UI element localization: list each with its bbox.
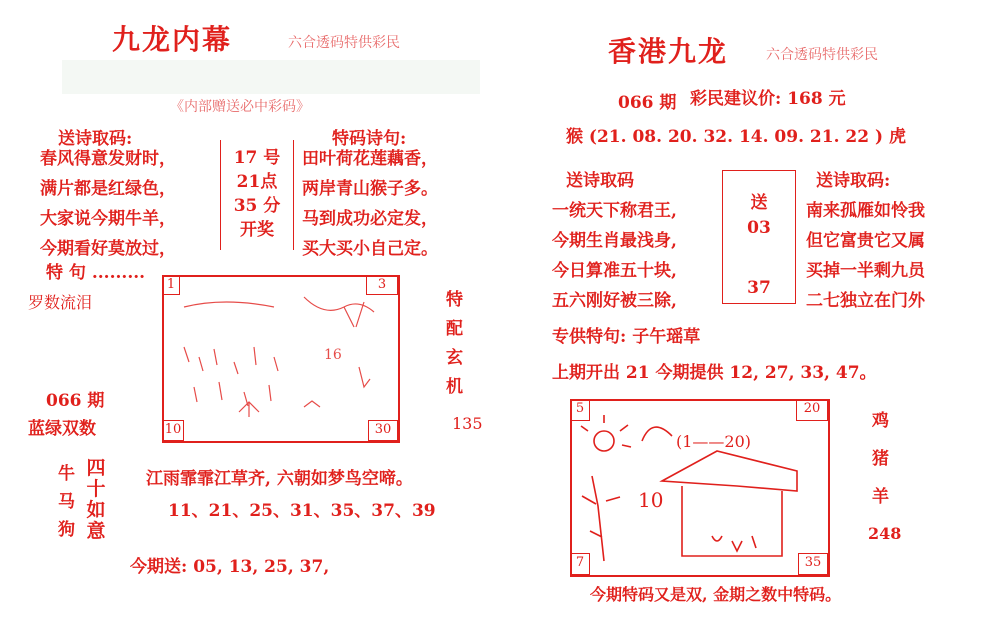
poem-line: 买掉一半剩九员 xyxy=(806,261,925,281)
drawing-number: 10 xyxy=(638,488,664,512)
poem-line: 两岸青山猴子多。 xyxy=(302,179,438,199)
left-poem-left xyxy=(40,144,176,264)
corner-number: 1 xyxy=(162,275,180,295)
four-ten-char: 四 xyxy=(86,457,106,479)
vertical-char: 玄 xyxy=(446,348,463,368)
poem-line: 五六刚好被三除, xyxy=(552,291,677,311)
right-last-issue: 上期开出 21 今期提供 12, 27, 33, 47。 xyxy=(552,363,877,383)
left-banner-strip xyxy=(62,60,480,94)
vertical-char: 机 xyxy=(446,377,463,397)
left-four-ten xyxy=(85,458,107,542)
corner-number: 7 xyxy=(570,553,590,575)
animal: 狗 xyxy=(58,520,75,540)
left-issue: 066 期 xyxy=(46,391,105,411)
right-poem-left xyxy=(552,196,677,316)
right-poem-label-left: 送诗取码 xyxy=(566,171,634,191)
corner-number: 5 xyxy=(570,399,590,421)
box-line: 17 号 xyxy=(233,148,281,168)
animal: 羊 xyxy=(872,487,889,507)
poem-line: 田叶荷花莲藕香， xyxy=(302,149,438,169)
left-sketch-drawing xyxy=(164,277,394,437)
right-number-248: 248 xyxy=(868,524,902,543)
poem-line: 一统天下称君王, xyxy=(552,201,677,221)
right-issue: 066 期 xyxy=(618,93,677,113)
corner-number: 30 xyxy=(368,420,398,441)
animal: 猪 xyxy=(872,449,889,469)
poem-line: 今期生肖最浅身, xyxy=(552,231,677,251)
four-ten-char: 意 xyxy=(86,520,106,542)
animal: 鸡 xyxy=(872,411,889,431)
right-price: 彩民建议价: 168 元 xyxy=(690,89,846,109)
corner-number: 3 xyxy=(366,275,398,295)
animal: 马 xyxy=(58,492,75,512)
drawing-range: (1——20) xyxy=(676,432,752,451)
left-special-label: 特 句 ......... xyxy=(46,263,146,283)
four-ten-char: 十 xyxy=(86,478,106,500)
animal: 牛 xyxy=(58,464,75,484)
right-poem-label-right: 送诗取码: xyxy=(816,171,891,191)
right-poem-right xyxy=(806,196,925,316)
box-line: 开奖 xyxy=(240,220,274,240)
poem-line: 大家说今期牛羊， xyxy=(40,209,176,229)
left-poem-label-left: 送诗取码: xyxy=(58,129,133,149)
poem-line: 二七独立在门外 xyxy=(806,291,925,311)
poem-line: 买大买小自己定。 xyxy=(302,239,438,259)
four-ten-char: 如 xyxy=(86,499,106,521)
corner-number: 35 xyxy=(798,553,828,575)
sun-icon xyxy=(594,431,614,451)
left-verse: 江雨霏霏江草齐, 六朝如梦鸟空啼。 xyxy=(146,469,413,489)
right-box-num: 03 xyxy=(747,218,771,238)
poem-line: 南来孤雁如怜我 xyxy=(806,201,925,221)
right-footer: 今期特码又是双, 金期之数中特码。 xyxy=(590,585,842,604)
box-line: 21点 xyxy=(236,172,278,192)
left-today: 今期送: 05, 13, 25, 37, xyxy=(130,557,330,577)
box-line: 35 分 xyxy=(233,196,281,216)
left-inner-note: 《内部赠送必中彩码》 xyxy=(170,99,310,115)
poem-line: 马到成功必定发， xyxy=(302,209,438,229)
left-draw-time xyxy=(230,146,284,242)
right-title: 香港九龙 xyxy=(608,35,729,68)
left-numbers: 11、21、25、31、35、37、39 xyxy=(168,501,436,521)
left-poem-label-right: 特码诗句: xyxy=(332,129,407,149)
left-subtitle: 六合透码特供彩民 xyxy=(288,35,400,51)
left-vertical-label xyxy=(446,286,463,402)
right-subtitle: 六合透码特供彩民 xyxy=(766,47,878,63)
left-number-135: 135 xyxy=(452,414,483,433)
poem-line: 满片都是红绿色， xyxy=(40,179,176,199)
poem-line: 今日算准五十块, xyxy=(552,261,677,281)
left-issue-note: 蓝绿双数 xyxy=(28,419,96,439)
corner-number: 10 xyxy=(162,420,184,441)
right-animals xyxy=(872,402,889,516)
right-box-send: 送 xyxy=(750,193,768,213)
drawing-number: 16 xyxy=(324,347,342,363)
poem-line: 春风得意发财时， xyxy=(40,149,176,169)
vertical-char: 配 xyxy=(446,319,463,339)
right-monkey-line: 猴 (21. 08. 20. 32. 14. 09. 21. 22 ) 虎 xyxy=(566,127,906,147)
corner-number: 20 xyxy=(796,399,828,421)
right-special: 专供特句: 子午瑶草 xyxy=(552,327,701,347)
poem-line: 但它富贵它又属 xyxy=(806,231,925,251)
right-box-num: 37 xyxy=(747,278,771,298)
right-sketch-drawing xyxy=(572,401,824,571)
left-side-note: 罗数流泪 xyxy=(28,293,93,312)
poem-line: 今期看好莫放过， xyxy=(40,239,176,259)
left-poem-right xyxy=(302,144,438,264)
left-title: 九龙内幕 xyxy=(112,23,233,56)
left-animals xyxy=(58,460,75,544)
vertical-char: 特 xyxy=(446,290,463,310)
